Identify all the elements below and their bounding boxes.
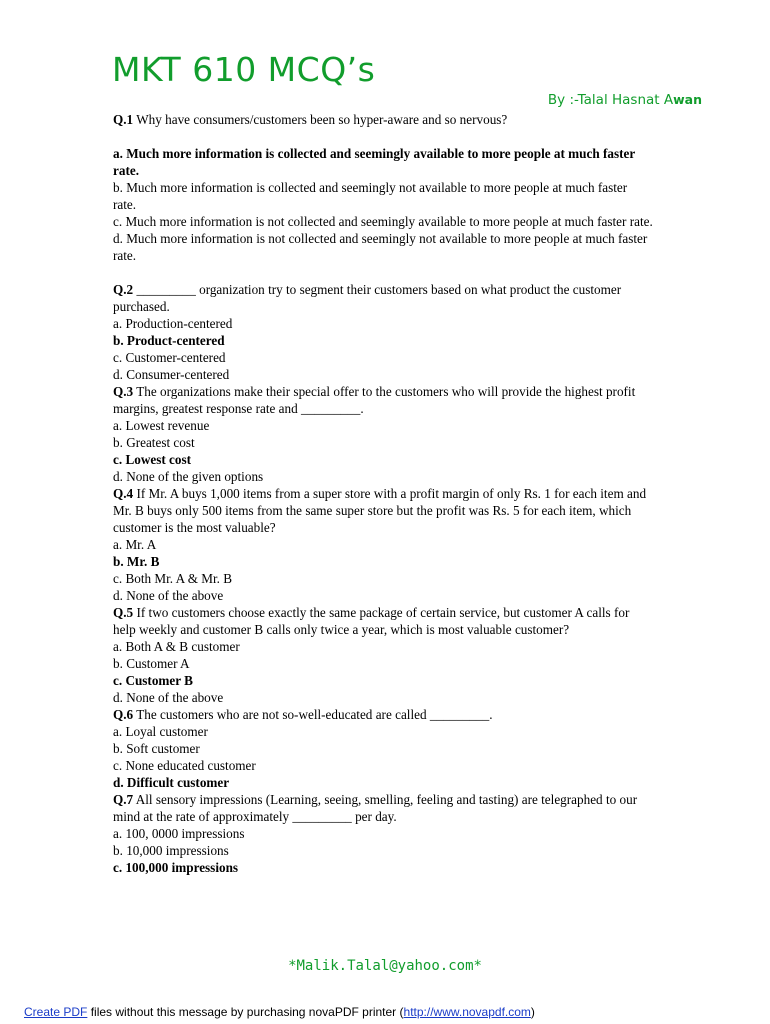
answer-option: c. Both Mr. A & Mr. B	[113, 571, 233, 586]
answer-option: a. Lowest revenue	[113, 418, 210, 433]
question-number: Q.1	[113, 112, 134, 127]
answer-option: b. Much more information is collected and seemingly not available to more people at much faster rate.	[113, 180, 628, 212]
question-text: If two customers choose exactly the same package of certain service, but customer A calls for help weekly and customer B calls only twice a year, which is most valuable customer?	[113, 605, 630, 637]
answer-option: d. Much more information is not collected and seemingly not available to more people at much faster rate.	[113, 231, 648, 263]
question-text: The customers who are not so-well-educated are called _________.	[133, 707, 493, 722]
question-text: All sensory impressions (Learning, seeing, smelling, feeling and tasting) are telegraphed to our mind at the rate of approximately _________ per day.	[113, 792, 638, 824]
answer-option: a. 100, 0000 impressions	[113, 826, 245, 841]
answer-option: c. Much more information is not collected and seemingly available to more people at much faster rate.	[113, 214, 653, 229]
correct-answer-option: c. 100,000 impressions	[113, 860, 239, 875]
author-byline-suffix: wan	[673, 92, 702, 107]
answer-option: c. Customer-centered	[113, 350, 226, 365]
correct-answer-option: d. Difficult customer	[113, 775, 230, 790]
answer-option: a. Both A & B customer	[113, 639, 240, 654]
question-4	[113, 485, 653, 536]
pdf-footer	[24, 1005, 535, 1019]
correct-answer-option: a. Much more information is collected and seemingly available to more people at much faster rate.	[113, 146, 635, 178]
answer-option: b. Customer A	[113, 656, 190, 671]
spacer	[113, 128, 653, 145]
author-byline	[548, 92, 702, 108]
question-number: Q.7	[113, 792, 134, 807]
answer-option: b. Greatest cost	[113, 435, 195, 450]
correct-answer-option: b. Mr. B	[113, 554, 160, 569]
answer-option: a. Loyal customer	[113, 724, 208, 739]
answer-option: d. None of the given options	[113, 469, 264, 484]
answer-option: a. Production-centered	[113, 316, 233, 331]
novapdf-url-link[interactable]: http://www.novapdf.com	[403, 1005, 531, 1019]
footer-text-end: )	[530, 1005, 535, 1019]
spacer	[113, 264, 653, 281]
answer-option: b. Soft customer	[113, 741, 200, 756]
question-6	[113, 706, 653, 723]
question-2	[113, 281, 653, 315]
page-title: MKT 610 MCQ’s	[112, 50, 376, 89]
answer-option: d. None of the above	[113, 588, 224, 603]
question-number: Q.4	[113, 486, 134, 501]
create-pdf-link[interactable]: Create PDF	[24, 1005, 88, 1019]
correct-answer-option: c. Lowest cost	[113, 452, 192, 467]
author-email: *Malik.Talal@yahoo.com*	[288, 958, 482, 974]
answer-option: d. Consumer-centered	[113, 367, 230, 382]
question-7	[113, 791, 653, 825]
question-1	[113, 111, 653, 128]
question-text: Why have consumers/customers been so hyper-aware and so nervous?	[133, 112, 508, 127]
question-number: Q.6	[113, 707, 134, 722]
question-text: If Mr. A buys 1,000 items from a super store with a profit margin of only Rs. 1 for each item and Mr. B buys only 500 items from the same super store but the profit was Rs. 5 for each item, which customer is the most valuable?	[113, 486, 647, 535]
answer-option: d. None of the above	[113, 690, 224, 705]
question-number: Q.3	[113, 384, 134, 399]
question-list	[113, 111, 653, 876]
author-byline-prefix: By :-Talal Hasnat A	[547, 92, 674, 108]
correct-answer-option: b. Product-centered	[113, 333, 225, 348]
footer-text: files without this message by purchasing novaPDF printer (	[87, 1005, 404, 1019]
answer-option: b. 10,000 impressions	[113, 843, 229, 858]
question-text: _________ organization try to segment their customers based on what product the customer purchased.	[113, 282, 622, 314]
question-text: The organizations make their special offer to the customers who will provide the highest profit margins, greatest response rate and _________.	[113, 384, 636, 416]
correct-answer-option: c. Customer B	[113, 673, 193, 688]
question-number: Q.5	[113, 605, 134, 620]
question-5	[113, 604, 653, 638]
answer-option: a. Mr. A	[113, 537, 157, 552]
question-3	[113, 383, 653, 417]
question-number: Q.2	[113, 282, 134, 297]
answer-option: c. None educated customer	[113, 758, 256, 773]
